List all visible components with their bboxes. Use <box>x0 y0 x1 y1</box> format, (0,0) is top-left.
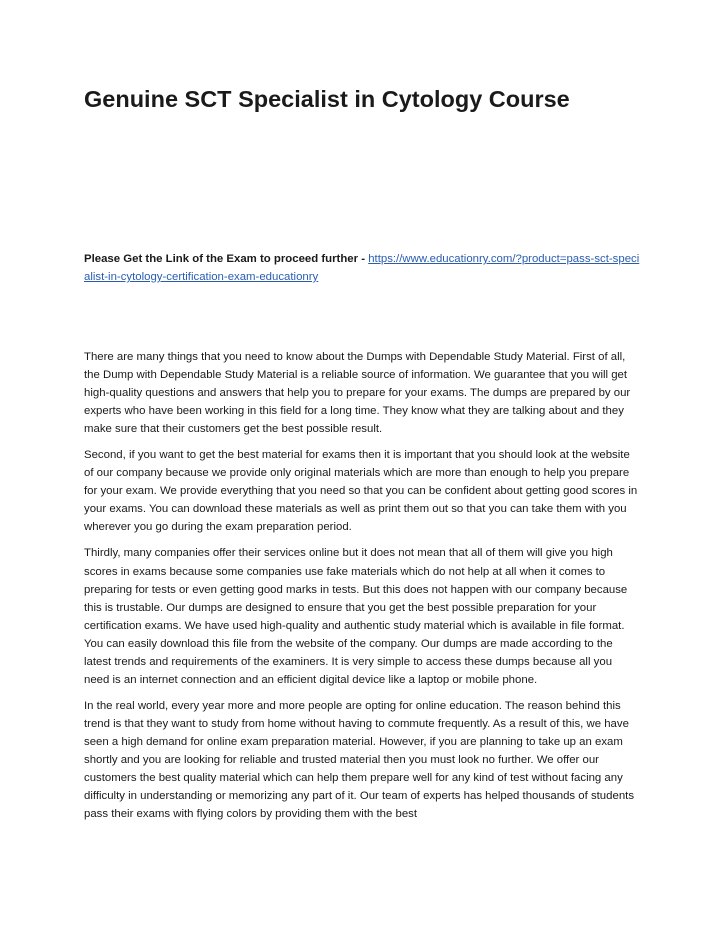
paragraph-4: In the real world, every year more and more people are opting for online education. The reason behind this trend is that they want to study from home without having to commute frequently. As a result of this, we have seen a high demand for online exam preparation material. However, if you are planning to take up an exam shortly and you are looking for reliable and trusted material then you must look no further. We offer our customers the best quality material which can help them prepare well for any kind of test without facing any difficulty in understanding or memorizing any part of it. Our team of experts has helped thousands of students pass their exams with flying colors by providing them with the best <box>84 699 635 821</box>
page-title: Genuine SCT Specialist in Cytology Course <box>84 86 570 112</box>
paragraph-1: There are many things that you need to know about the Dumps with Dependable Study Material. First of all, the Dump with Dependable Study Material is a reliable source of information. We guarantee that you will get high-quality questions and answers that help you to prepare for your exams. The dumps are prepared by our experts who have been working in this field for a long time. They know what they are talking about and they make sure that their customers get the best possible result. <box>84 351 631 436</box>
link-lead-text: Please Get the Link of the Exam to proceed further - <box>84 253 369 265</box>
paragraph-2: Second, if you want to get the best material for exams then it is important that you should look at the website of our company because we provide only original materials which are more than enough to help you prepare for your exam. We provide everything that you need so that you can be confident about getting good scores in your exams. You can download these materials as well as print them out so that you can take them with you wherever you go during the exam preparation period. <box>84 449 638 534</box>
exam-link[interactable]: https://www.educationry.com/?product=pass-sct-specialist-in-cytology-certification-exam-educationry <box>84 253 640 283</box>
paragraph-3: Thirdly, many companies offer their services online but it does not mean that all of them will give you high scores in exams because some companies use fake materials which do not help at all when it comes to preparing for tests or even getting good marks in tests. But this does not happen with our company because this is trustable. Our dumps are designed to ensure that you get the best possible preparation for your certification exams. We have used high-quality and authentic study material which is available in file format. You can easily download this file from the website of the company. Our dumps are made according to the latest trends and requirements of the examiners. It is very simple to access these dumps because all you need is an internet connection and an efficient digital device like a laptop or mobile phone. <box>84 547 628 686</box>
body-text <box>84 348 640 831</box>
exam-link-paragraph <box>84 250 640 286</box>
